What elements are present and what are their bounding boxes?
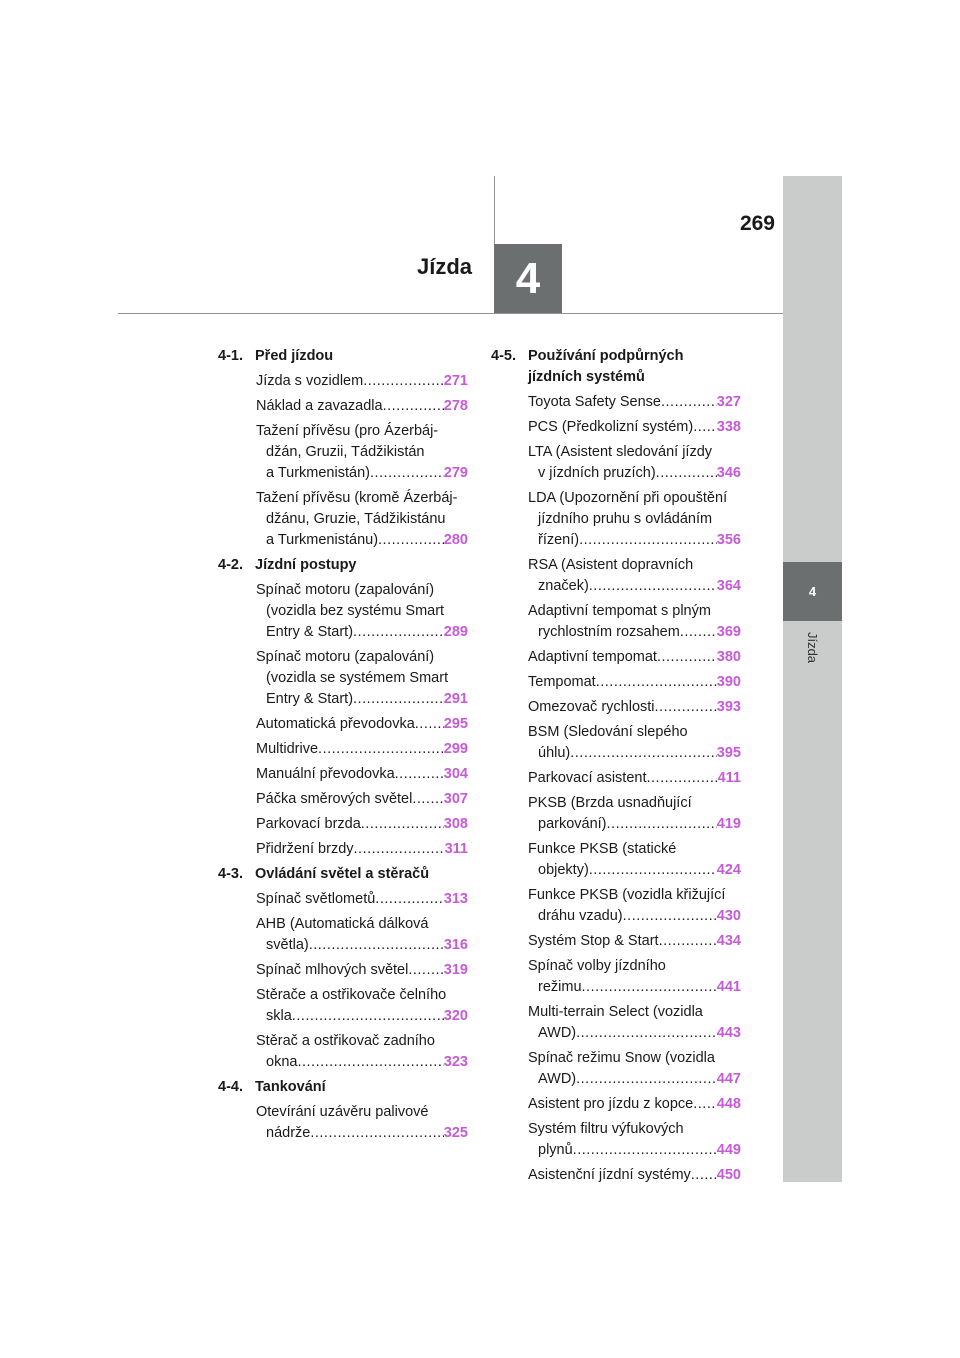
leader-dots [657, 647, 717, 668]
page-link[interactable]: 319 [443, 962, 468, 978]
section-number: 4-1. [218, 348, 243, 364]
page-link[interactable]: 279 [443, 465, 468, 481]
toc-entry-line [528, 931, 741, 952]
toc-entry-text: Manuální převodovka [256, 766, 395, 782]
toc-entry[interactable] [528, 1165, 741, 1186]
toc-entry-line [528, 1140, 741, 1161]
toc-entry-text: Multidrive [256, 741, 319, 757]
toc-entry-line [528, 1165, 741, 1186]
toc-entry-text: Přidržení brzdy [256, 841, 354, 857]
toc-entry-text: LTA (Asistent sledování jízdy [528, 444, 713, 460]
toc-entry-text: Spínač světlometů [256, 891, 376, 907]
toc-entry-text: (vozidla se systémem Smart [266, 670, 449, 686]
toc-entry-text: plynů [538, 1142, 573, 1158]
toc-entry-line [256, 714, 468, 735]
page-link[interactable]: 311 [444, 841, 468, 857]
leader-dots [607, 814, 717, 835]
toc-entry-text: Asistenční jízdní systémy [528, 1167, 691, 1183]
toc-entry-text: Omezovač rychlosti [528, 699, 655, 715]
toc-entry[interactable] [528, 1094, 741, 1115]
toc-entry-text: světla) [266, 937, 309, 953]
toc-entry-text: AWD) [538, 1071, 577, 1087]
page-link[interactable]: 325 [443, 1125, 468, 1141]
toc-entry[interactable] [528, 885, 741, 927]
toc-left-column [218, 346, 468, 1148]
toc-entry-text: řízení) [538, 532, 580, 548]
leader-dots [576, 1023, 717, 1044]
toc-entry[interactable] [528, 793, 741, 835]
leader-dots [623, 906, 717, 927]
page-link[interactable]: 449 [716, 1142, 741, 1158]
leader-dots [589, 576, 717, 597]
section-title: Ovládání světel a stěračů [255, 866, 430, 882]
section-heading [218, 864, 468, 885]
page-link[interactable]: 369 [716, 624, 741, 640]
toc-entry-text: Parkovací brzda [256, 816, 361, 832]
toc-entry[interactable] [528, 839, 741, 881]
toc-entry-text: PCS (Předkolizní systém) [528, 419, 694, 435]
leader-dots [375, 889, 444, 910]
toc-entry-line [528, 672, 741, 693]
leader-dots [395, 764, 444, 785]
toc-entry[interactable] [256, 580, 468, 643]
leader-dots [408, 960, 443, 981]
toc-entry-text: Spínač mlhových světel [256, 962, 409, 978]
page-link[interactable]: 280 [443, 532, 468, 548]
toc-entry[interactable] [528, 555, 741, 597]
leader-dots [655, 697, 717, 718]
toc-entry-text: (vozidla bez systému Smart [266, 603, 445, 619]
toc-entry-text: BSM (Sledování slepého [528, 724, 688, 740]
toc-entry-line [528, 442, 741, 463]
page-link[interactable]: 299 [443, 741, 468, 757]
section-title: jízdních systémů [528, 369, 645, 385]
toc-entry-text: džán, Gruzii, Tádžikistán [266, 444, 425, 460]
toc-entry[interactable] [256, 914, 468, 956]
leader-dots [589, 860, 717, 881]
leader-dots [370, 463, 444, 484]
toc-entry-text: objekty) [538, 862, 589, 878]
leader-dots [353, 689, 444, 710]
toc-entry-line [256, 488, 468, 509]
page-link[interactable]: 316 [443, 937, 468, 953]
toc-entry-text: Entry & Start) [266, 624, 354, 640]
leader-dots [412, 789, 443, 810]
leader-dots [693, 1094, 717, 1115]
toc-entry-text: Jízda s vozidlem [256, 373, 364, 389]
page-link[interactable]: 441 [716, 979, 741, 995]
toc-entry-text: Páčka směrových světel [256, 791, 413, 807]
toc-entry[interactable] [528, 601, 741, 643]
leader-dots [361, 814, 444, 835]
toc-entry[interactable] [528, 647, 741, 668]
toc-entry-line [256, 421, 468, 442]
page-link[interactable]: 443 [716, 1025, 741, 1041]
toc-entry[interactable] [528, 697, 741, 718]
toc-entry-text: značek) [538, 578, 589, 594]
toc-entry-line [256, 396, 468, 417]
leader-dots [415, 714, 444, 735]
toc-entry-line [256, 789, 468, 810]
toc-entry-text: Entry & Start) [266, 691, 354, 707]
toc-entry-line [256, 371, 468, 392]
toc-entry-text: Systém filtru výfukových [528, 1121, 684, 1137]
leader-dots [656, 463, 717, 484]
toc-entry-line [528, 576, 741, 597]
toc-entry[interactable] [256, 985, 468, 1027]
toc-entry[interactable] [528, 722, 741, 764]
toc-entry-line [528, 956, 741, 977]
toc-entry[interactable] [256, 421, 468, 484]
toc-entry-text: Tempomat [528, 674, 596, 690]
toc-entry-line [528, 530, 741, 551]
section-number: 4-4. [218, 1079, 243, 1095]
leader-dots [297, 1052, 443, 1073]
page-link[interactable]: 380 [716, 649, 741, 665]
toc-entry-text: a Turkmenistánu) [266, 532, 379, 548]
page-link[interactable]: 307 [443, 791, 468, 807]
page-link[interactable]: 308 [443, 816, 468, 832]
section-heading [491, 367, 741, 388]
section-number: 4-3. [218, 866, 243, 882]
toc-entry-text: Stěrače a ostřikovače čelního [256, 987, 447, 1003]
toc-entry-text: skla [266, 1008, 292, 1024]
toc-entry[interactable] [256, 647, 468, 710]
leader-dots [378, 530, 444, 551]
toc-entry-text: režimu [538, 979, 582, 995]
page-link[interactable]: 411 [717, 770, 741, 786]
page-link[interactable]: 448 [716, 1096, 741, 1112]
toc-entry[interactable] [528, 442, 741, 484]
toc-entry-line [256, 739, 468, 760]
page-link[interactable]: 327 [716, 394, 741, 410]
toc-entry-line [256, 689, 468, 710]
toc-entry[interactable] [256, 839, 468, 860]
page-link[interactable]: 323 [443, 1054, 468, 1070]
page-link[interactable]: 291 [443, 691, 468, 707]
leader-dots [318, 739, 444, 760]
section-title: Používání podpůrných [528, 348, 684, 364]
leader-dots [691, 1165, 717, 1186]
toc-entry-text: Funkce PKSB (statické [528, 841, 677, 857]
toc-entry[interactable] [528, 931, 741, 952]
toc-entry-text: RSA (Asistent dopravních [528, 557, 694, 573]
toc-entry-line [528, 885, 741, 906]
leader-dots [576, 1069, 717, 1090]
toc-entry-line [256, 530, 468, 551]
toc-entry-text: dráhu vzadu) [538, 908, 623, 924]
toc-entry-text: Asistent pro jízdu z kopce [528, 1096, 694, 1112]
toc-entry-line [528, 417, 741, 438]
side-tab-number[interactable]: 4 [783, 562, 842, 621]
toc-entry-line [256, 960, 468, 981]
toc-entry-line [528, 392, 741, 413]
toc-entry[interactable] [256, 714, 468, 735]
toc-entry[interactable] [256, 764, 468, 785]
toc-entry-line [256, 601, 468, 622]
page-link[interactable]: 295 [443, 716, 468, 732]
toc-entry-line [528, 1023, 741, 1044]
toc-entry-line [528, 793, 741, 814]
toc-entry-line [528, 977, 741, 998]
toc-entry-text: rychlostním rozsahem [538, 624, 680, 640]
section-number [491, 367, 528, 388]
section-heading [218, 1077, 468, 1098]
toc-entry-line [528, 463, 741, 484]
toc-entry-text: okna [266, 1054, 298, 1070]
toc-entry-text: LDA (Upozornění při opouštění [528, 490, 728, 506]
toc-entry-line [256, 1006, 468, 1027]
page-link[interactable]: 304 [443, 766, 468, 782]
leader-dots [579, 530, 717, 551]
toc-entry-line [528, 1002, 741, 1023]
toc-entry[interactable] [256, 814, 468, 835]
toc-entry-line [528, 768, 741, 789]
toc-entry-line [528, 860, 741, 881]
toc-entry[interactable] [528, 672, 741, 693]
page-link[interactable]: 434 [716, 933, 741, 949]
page-link[interactable]: 271 [443, 373, 468, 389]
toc-entry-line [528, 488, 741, 509]
toc-entry-line [256, 647, 468, 668]
page-link[interactable]: 447 [716, 1071, 741, 1087]
page-link[interactable]: 356 [716, 532, 741, 548]
leader-dots [596, 672, 717, 693]
toc-entry[interactable] [528, 488, 741, 551]
leader-dots [353, 622, 444, 643]
header-vertical-line [494, 176, 495, 246]
section-title: Před jízdou [255, 348, 334, 364]
toc-entry-line [528, 1094, 741, 1115]
page-link[interactable]: 320 [443, 1008, 468, 1024]
side-tab-label: Jízda [805, 631, 820, 664]
toc-entry-line [528, 555, 741, 576]
toc-entry-line [256, 1052, 468, 1073]
leader-dots [573, 1140, 717, 1161]
toc-entry-text: Automatická převodovka [256, 716, 415, 732]
section-title: Tankování [255, 1079, 326, 1095]
toc-entry[interactable] [256, 1102, 468, 1144]
page-link[interactable]: 424 [716, 862, 741, 878]
toc-entry[interactable] [528, 417, 741, 438]
leader-dots [661, 392, 717, 413]
leader-dots [693, 417, 717, 438]
leader-dots [310, 1123, 443, 1144]
toc-entry-text: Náklad a zavazadla [256, 398, 383, 414]
page-link[interactable]: 450 [716, 1167, 741, 1183]
toc-entry[interactable] [256, 396, 468, 417]
toc-entry-text: jízdního pruhu s ovládáním [538, 511, 713, 527]
toc-entry-line [528, 697, 741, 718]
leader-dots [680, 622, 717, 643]
toc-entry[interactable] [528, 392, 741, 413]
toc-entry-text: a Turkmenistán) [266, 465, 370, 481]
toc-entry-text: Spínač motoru (zapalování) [256, 649, 435, 665]
toc-entry-line [528, 1069, 741, 1090]
leader-dots [309, 935, 444, 956]
toc-entry-line [256, 914, 468, 935]
toc-entry-line [528, 722, 741, 743]
leader-dots [363, 371, 444, 392]
section-title: Jízdní postupy [255, 557, 357, 573]
toc-entry-line [256, 814, 468, 835]
toc-entry-text: Spínač režimu Snow (vozidla [528, 1050, 715, 1066]
leader-dots [582, 977, 717, 998]
toc-right-column [491, 346, 741, 1190]
toc-entry-text: Spínač volby jízdního [528, 958, 666, 974]
toc-entry-text: Tažení přívěsu (pro Ázerbáj- [256, 423, 439, 439]
toc-entry[interactable] [528, 768, 741, 789]
page-link[interactable]: 289 [443, 624, 468, 640]
page-link[interactable]: 393 [716, 699, 741, 715]
toc-entry[interactable] [256, 739, 468, 760]
toc-entry-line [528, 622, 741, 643]
toc-entry-line [256, 463, 468, 484]
toc-entry[interactable] [256, 789, 468, 810]
toc-entry-line [528, 1119, 741, 1140]
toc-entry-text: PKSB (Brzda usnadňující [528, 795, 692, 811]
toc-entry[interactable] [256, 371, 468, 392]
page-link[interactable]: 364 [716, 578, 741, 594]
page-link[interactable]: 338 [716, 419, 741, 435]
toc-entry-line [528, 647, 741, 668]
page-link[interactable]: 395 [716, 745, 741, 761]
toc-entry-text: parkování) [538, 816, 607, 832]
toc-entry-line [256, 442, 468, 463]
toc-entry-text: úhlu) [538, 745, 571, 761]
toc-entry-line [528, 814, 741, 835]
section-heading [218, 346, 468, 367]
toc-entry-text: v jízdních pruzích) [538, 465, 656, 481]
page-link[interactable]: 313 [443, 891, 468, 907]
leader-dots [570, 743, 717, 764]
toc-entry-text: AHB (Automatická dálková [256, 916, 429, 932]
page-link[interactable]: 346 [716, 465, 741, 481]
toc-entry-line [256, 1102, 468, 1123]
toc-entry-line [256, 580, 468, 601]
toc-entry-line [528, 1048, 741, 1069]
toc-entry-text: Funkce PKSB (vozidla křižující [528, 887, 726, 903]
toc-entry-line [528, 906, 741, 927]
toc-entry-text: Toyota Safety Sense [528, 394, 661, 410]
chapter-title: Jízda [416, 254, 472, 279]
toc-entry-line [256, 1031, 468, 1052]
toc-entry-line [528, 601, 741, 622]
toc-entry-line [528, 743, 741, 764]
toc-entry-line [528, 839, 741, 860]
toc-entry[interactable] [256, 488, 468, 551]
chapter-number: 4 [494, 244, 562, 313]
toc-entry[interactable] [528, 1048, 741, 1090]
leader-dots [646, 768, 717, 789]
leader-dots [383, 396, 444, 417]
toc-entry[interactable] [256, 960, 468, 981]
toc-entry-text: Otevírání uzávěru palivové [256, 1104, 429, 1120]
toc-entry[interactable] [528, 956, 741, 998]
toc-entry-line [256, 668, 468, 689]
toc-entry-text: AWD) [538, 1025, 577, 1041]
toc-entry[interactable] [528, 1002, 741, 1044]
toc-entry[interactable] [528, 1119, 741, 1161]
leader-dots [354, 839, 445, 860]
toc-entry-text: džánu, Gruzie, Tádžikistánu [266, 511, 446, 527]
toc-entry-text: Systém Stop & Start [528, 933, 659, 949]
toc-entry-line [256, 889, 468, 910]
toc-entry-line [256, 985, 468, 1006]
toc-entry-line [256, 935, 468, 956]
toc-entry-text: Multi-terrain Select (vozidla [528, 1004, 703, 1020]
toc-entry-line [528, 509, 741, 530]
page-number: 269 [739, 212, 775, 235]
toc-entry-line [256, 622, 468, 643]
toc-entry-text: Stěrač a ostřikovač zadního [256, 1033, 435, 1049]
toc-entry-text: Parkovací asistent [528, 770, 647, 786]
toc-entry-text: Adaptivní tempomat [528, 649, 657, 665]
toc-entry-text: nádrže [266, 1125, 311, 1141]
toc-entry-text: Spínač motoru (zapalování) [256, 582, 435, 598]
header-divider [118, 313, 783, 314]
page-link[interactable]: 419 [716, 816, 741, 832]
toc-entry-line [256, 1123, 468, 1144]
toc-entry-text: Tažení přívěsu (kromě Ázerbáj- [256, 490, 458, 506]
toc-entry-line [256, 764, 468, 785]
section-number: 4-2. [218, 557, 243, 573]
leader-dots [659, 931, 717, 952]
section-heading [491, 346, 741, 367]
page-link[interactable]: 390 [716, 674, 741, 690]
toc-entry-line [256, 509, 468, 530]
toc-entry[interactable] [256, 1031, 468, 1073]
section-number: 4-5. [491, 348, 516, 364]
toc-entry-text: Adaptivní tempomat s plným [528, 603, 711, 619]
toc-entry[interactable] [256, 889, 468, 910]
page-link[interactable]: 430 [716, 908, 741, 924]
section-heading [218, 555, 468, 576]
leader-dots [292, 1006, 444, 1027]
page-link[interactable]: 278 [443, 398, 468, 414]
toc-entry-line [256, 839, 468, 860]
